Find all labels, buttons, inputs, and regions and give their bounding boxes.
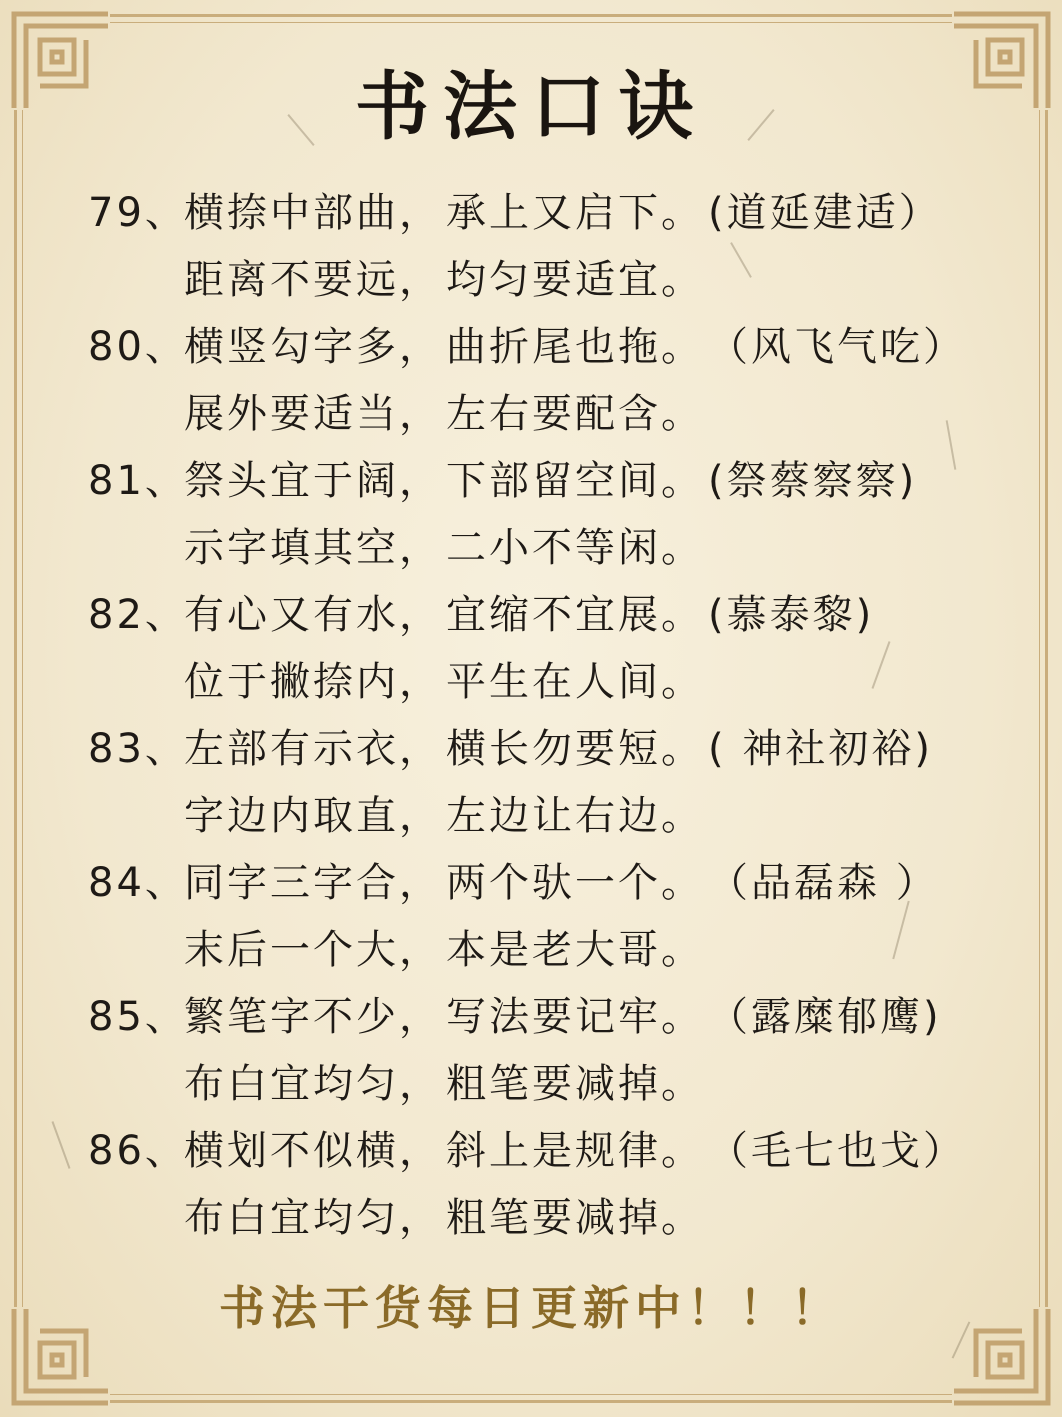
verse-list bbox=[88, 176, 988, 1248]
frame-right-inner bbox=[1039, 110, 1040, 1307]
verse-number: 85、 bbox=[88, 994, 188, 1040]
verse-text: 横竖勾字多， bbox=[184, 324, 442, 370]
verse-line-1 bbox=[88, 176, 988, 243]
verse-line-2 bbox=[88, 645, 988, 712]
page-title: 书法口诀 bbox=[355, 64, 707, 150]
verse-text: 横长勿要短。 bbox=[446, 726, 704, 772]
verse-text: 横捺中部曲， bbox=[184, 190, 442, 236]
verse-text: 宜缩不宜展。 bbox=[446, 592, 704, 638]
footer-slogan: 书法干货每日更新中！！！ bbox=[219, 1281, 843, 1335]
verse-text: 展外要适当， bbox=[184, 391, 442, 437]
example-characters: （品磊森 ） bbox=[708, 860, 939, 906]
verse-number: 84、 bbox=[88, 860, 188, 906]
verse-text: 横划不似横， bbox=[184, 1128, 442, 1174]
example-characters: ( 神社初裕) bbox=[708, 726, 933, 772]
verse-text: 有心又有水， bbox=[184, 592, 442, 638]
verse-text: 本是老大哥。 bbox=[446, 927, 704, 973]
verse-line-1 bbox=[88, 310, 988, 377]
verse-item bbox=[88, 444, 988, 578]
verse-number: 80、 bbox=[88, 324, 188, 370]
verse-text: 字边内取直， bbox=[184, 793, 442, 839]
verse-text: 粗笔要减掉。 bbox=[446, 1061, 704, 1107]
example-characters: （风飞气吃） bbox=[708, 324, 966, 370]
verse-text: 左右要配含。 bbox=[446, 391, 704, 437]
frame-bottom bbox=[110, 1400, 952, 1403]
verse-text: 粗笔要减掉。 bbox=[446, 1195, 704, 1241]
frame-bottom-inner bbox=[110, 1394, 952, 1395]
verse-line-2 bbox=[88, 779, 988, 846]
verse-text: 布白宜均匀， bbox=[184, 1195, 442, 1241]
verse-text: 同字三字合， bbox=[184, 860, 442, 906]
verse-text: 位于撇捺内， bbox=[184, 659, 442, 705]
verse-line-1 bbox=[88, 712, 988, 779]
verse-text: 均匀要适宜。 bbox=[446, 257, 704, 303]
frame-left bbox=[14, 110, 17, 1307]
verse-text: 左边让右边。 bbox=[446, 793, 704, 839]
example-characters: (祭蔡察察) bbox=[708, 458, 918, 504]
verse-text: 写法要记牢。 bbox=[446, 994, 704, 1040]
verse-number: 81、 bbox=[88, 458, 188, 504]
verse-text: 两个驮一个。 bbox=[446, 860, 704, 906]
verse-number: 86、 bbox=[88, 1128, 188, 1174]
verse-text: 平生在人间。 bbox=[446, 659, 704, 705]
verse-text: 承上又启下。 bbox=[446, 190, 704, 236]
verse-number: 83、 bbox=[88, 726, 188, 772]
verse-text: 祭头宜于阔， bbox=[184, 458, 442, 504]
verse-line-2 bbox=[88, 377, 988, 444]
verse-number: 79、 bbox=[88, 190, 188, 236]
verse-item bbox=[88, 310, 988, 444]
verse-line-2 bbox=[88, 913, 988, 980]
verse-line-2 bbox=[88, 1181, 988, 1248]
verse-line-1 bbox=[88, 980, 988, 1047]
example-characters: (慕泰黎) bbox=[708, 592, 875, 638]
verse-item bbox=[88, 1114, 988, 1248]
verse-line-1 bbox=[88, 444, 988, 511]
verse-item bbox=[88, 846, 988, 980]
frame-left-inner bbox=[22, 110, 23, 1307]
verse-line-1 bbox=[88, 1114, 988, 1181]
frame-top bbox=[110, 14, 952, 17]
example-characters: （毛七也戈） bbox=[708, 1128, 966, 1174]
verse-text: 繁笔字不少， bbox=[184, 994, 442, 1040]
frame-top-inner bbox=[110, 22, 952, 23]
verse-text: 下部留空间。 bbox=[446, 458, 704, 504]
verse-item bbox=[88, 176, 988, 310]
frame-right bbox=[1045, 110, 1048, 1307]
verse-text: 距离不要远， bbox=[184, 257, 442, 303]
verse-text: 示字填其空， bbox=[184, 525, 442, 571]
verse-item bbox=[88, 712, 988, 846]
verse-line-1 bbox=[88, 846, 988, 913]
example-characters: （露糜郁鹰) bbox=[708, 994, 942, 1040]
verse-line-1 bbox=[88, 578, 988, 645]
verse-text: 斜上是规律。 bbox=[446, 1128, 704, 1174]
verse-line-2 bbox=[88, 1047, 988, 1114]
decor-stroke bbox=[52, 1121, 71, 1169]
verse-line-2 bbox=[88, 511, 988, 578]
verse-item bbox=[88, 578, 988, 712]
verse-text: 末后一个大， bbox=[184, 927, 442, 973]
verse-text: 曲折尾也拖。 bbox=[446, 324, 704, 370]
example-characters: (道延建适） bbox=[708, 190, 942, 236]
verse-text: 布白宜均匀， bbox=[184, 1061, 442, 1107]
verse-text: 二小不等闲。 bbox=[446, 525, 704, 571]
verse-text: 左部有示衣， bbox=[184, 726, 442, 772]
verse-item bbox=[88, 980, 988, 1114]
verse-line-2 bbox=[88, 243, 988, 310]
verse-number: 82、 bbox=[88, 592, 188, 638]
